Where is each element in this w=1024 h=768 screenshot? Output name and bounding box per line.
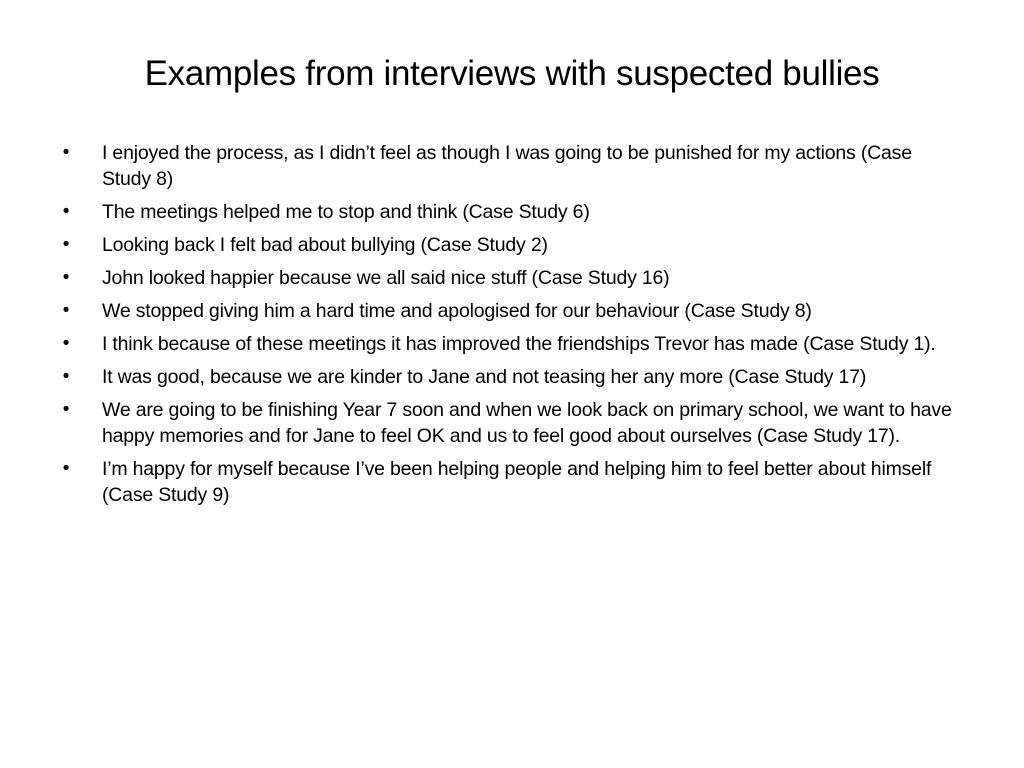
list-item-text: We stopped giving him a hard time and apologised for our behaviour (Case Study 8) <box>102 300 812 322</box>
list-item <box>60 331 965 357</box>
list-item-text: We are going to be finishing Year 7 soon and when we look back on primary school, we want to have happy memories and for Jane to feel OK and us to feel good about ourselves (Case Study 17). <box>102 399 952 447</box>
list-item <box>60 140 965 192</box>
list-item <box>60 232 965 258</box>
bullet-icon: • <box>62 399 70 420</box>
list-item-text: Looking back I felt bad about bullying (Case Study 2) <box>102 234 548 256</box>
list-item-text: I’m happy for myself because I’ve been helping people and helping him to feel better about himself (Case Study 9) <box>102 458 932 506</box>
bullet-icon: • <box>62 201 70 222</box>
list-item <box>60 364 965 390</box>
list-item <box>60 456 965 508</box>
bullet-icon: • <box>62 333 70 354</box>
bullet-icon: • <box>62 234 70 255</box>
list-item <box>60 265 965 291</box>
list-item <box>60 199 965 225</box>
bullet-list <box>60 140 965 515</box>
bullet-icon: • <box>62 458 70 479</box>
bullet-icon: • <box>62 142 70 163</box>
list-item-text: I think because of these meetings it has improved the friendships Trevor has made (Case Study 1). <box>102 333 936 355</box>
list-item-text: I enjoyed the process, as I didn’t feel as though I was going to be punished for my actions (Case Study 8) <box>102 142 912 190</box>
list-item <box>60 298 965 324</box>
bullet-icon: • <box>62 267 70 288</box>
list-item <box>60 397 965 449</box>
list-item-text: John looked happier because we all said nice stuff (Case Study 16) <box>102 267 670 289</box>
bullet-icon: • <box>62 300 70 321</box>
list-item-text: It was good, because we are kinder to Jane and not teasing her any more (Case Study 17) <box>102 366 867 388</box>
list-item-text: The meetings helped me to stop and think (Case Study 6) <box>102 201 590 223</box>
slide-title: Examples from interviews with suspected bullies <box>144 54 880 93</box>
bullet-icon: • <box>62 366 70 387</box>
